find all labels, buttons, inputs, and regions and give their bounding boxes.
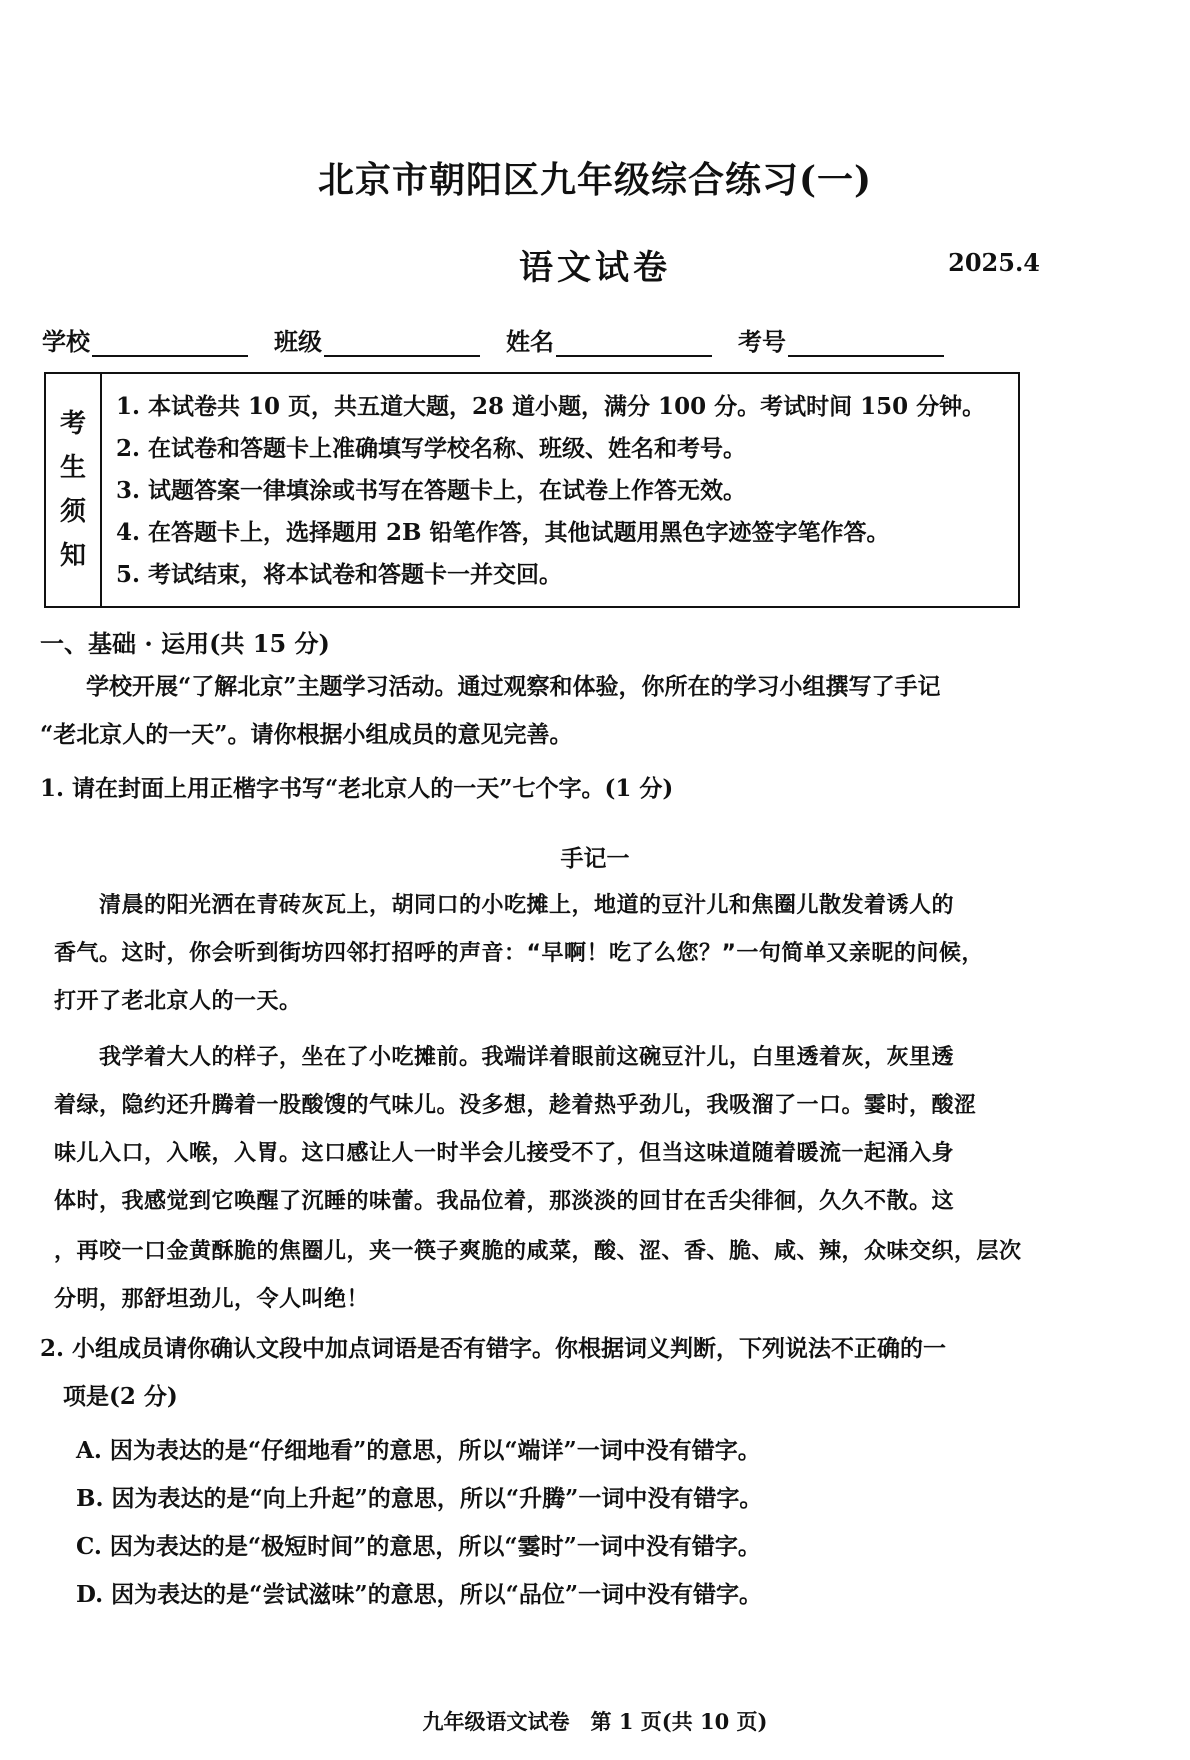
notice-item: 1. 本试卷共 10 页，共五道大题，28 道小题，满分 100 分。考试时间 150 分钟。: [116, 393, 986, 420]
notice-box: [44, 372, 1020, 608]
notice-items: [102, 374, 1018, 606]
class-field[interactable]: [274, 322, 480, 357]
notice-heading-char: 生: [59, 453, 86, 483]
notice-heading-char: 须: [59, 497, 86, 527]
note-line: 我学着大人的样子，坐在了小吃摊前。我端详着眼前这碗豆汁儿，白里透着灰，灰里透: [54, 1045, 955, 1070]
question-2: 2. 小组成员请你确认文段中加点词语是否有错字。你根据词义判断，下列说法不正确的一: [40, 1335, 947, 1362]
exam-date: 2025.4: [948, 248, 1040, 277]
name-blank[interactable]: [556, 327, 712, 357]
option-a: A. 因为表达的是“仔细地看”的意思，所以“端详”一词中没有错字。: [76, 1437, 761, 1464]
school-field[interactable]: [42, 322, 248, 357]
note-line: 香气。这时，你会听到街坊四邻打招呼的声音：“早啊！吃了么您？”一句简单又亲昵的问候，: [54, 941, 984, 966]
option-c: C. 因为表达的是“极短时间”的意思，所以“霎时”一词中没有错字。: [76, 1533, 761, 1560]
school-label: 学校: [42, 327, 90, 356]
school-blank[interactable]: [92, 327, 248, 357]
class-label: 班级: [274, 327, 322, 356]
intro-line: “老北京人的一天”。请你根据小组成员的意见完善。: [40, 721, 573, 748]
note-line: 味儿入口，入喉，入胃。这口感让人一时半会儿接受不了，但当这味道随着暖流一起涌入身: [54, 1141, 955, 1166]
note-line: ，再咬一口金黄酥脆的焦圈儿，夹一筷子爽脆的咸菜，酸、涩、香、脆、咸、辣，众味交织，层次: [54, 1239, 1022, 1264]
note-line: 分明，那舒坦劲儿，令人叫绝！: [54, 1287, 370, 1312]
notice-heading-char: 考: [59, 409, 86, 439]
note-line: 体时，我感觉到它唤醒了沉睡的味蕾。我品位着，那淡淡的回甘在舌尖徘徊，久久不散。这: [54, 1189, 955, 1214]
intro-line: 学校开展“了解北京”主题学习活动。通过观察和体验，你所在的学习小组撰写了手记: [40, 673, 941, 700]
notice-item: 4. 在答题卡上，选择题用 2B 铅笔作答，其他试题用黑色字迹签字笔作答。: [116, 519, 890, 546]
exam-number-blank[interactable]: [788, 327, 944, 357]
note-title: 手记一: [560, 845, 630, 872]
notice-heading: [46, 374, 102, 606]
option-d: D. 因为表达的是“尝试滋味”的意思，所以“品位”一词中没有错字。: [76, 1581, 763, 1608]
note-line: 清晨的阳光洒在青砖灰瓦上，胡同口的小吃摊上，地道的豆汁儿和焦圈儿散发着诱人的: [54, 893, 955, 918]
exam-number-label: 考号: [738, 327, 786, 356]
name-label: 姓名: [506, 327, 554, 356]
notice-item: 2. 在试卷和答题卡上准确填写学校名称、班级、姓名和考号。: [116, 435, 747, 462]
note-line: 打开了老北京人的一天。: [54, 989, 302, 1014]
student-info-fields: [42, 322, 1032, 357]
exam-subtitle: 语文试卷: [519, 248, 671, 288]
exam-number-field[interactable]: [738, 322, 944, 357]
notice-item: 5. 考试结束，将本试卷和答题卡一并交回。: [116, 561, 563, 588]
option-b: B. 因为表达的是“向上升起”的意思，所以“升腾”一词中没有错字。: [76, 1485, 763, 1512]
question-2-cont: 项是(2 分): [40, 1383, 178, 1410]
notice-item: 3. 试题答案一律填涂或书写在答题卡上，在试卷上作答无效。: [116, 477, 747, 504]
question-1: 1. 请在封面上用正楷字书写“老北京人的一天”七个字。(1 分): [40, 775, 674, 802]
note-line: 着绿，隐约还升腾着一股酸馊的气味儿。没多想，趁着热乎劲儿，我吸溜了一口。霎时，酸涩: [54, 1093, 977, 1118]
name-field[interactable]: [506, 322, 712, 357]
page-footer: 九年级语文试卷 第 1 页(共 10 页): [422, 1709, 768, 1734]
section-title: 一、基础 · 运用(共 15 分): [40, 629, 330, 658]
class-blank[interactable]: [324, 327, 480, 357]
exam-title: 北京市朝阳区九年级综合练习(一): [317, 159, 873, 201]
notice-heading-char: 知: [59, 541, 86, 571]
